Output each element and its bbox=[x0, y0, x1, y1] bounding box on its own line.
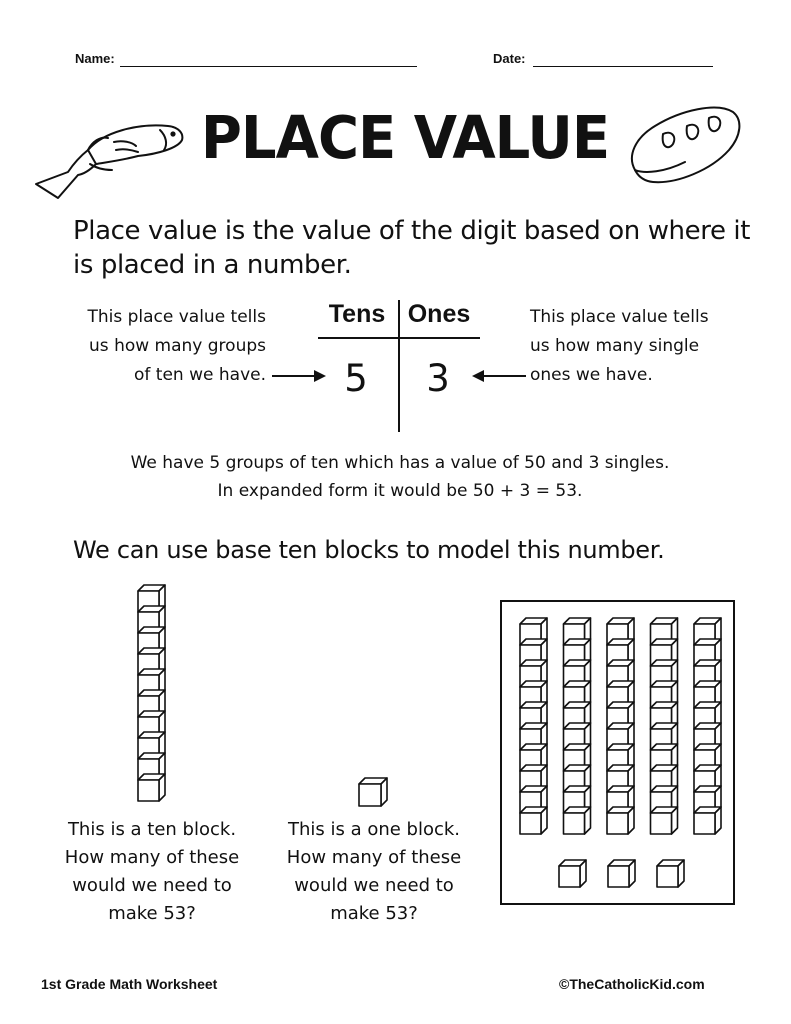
model-single-cube bbox=[608, 860, 635, 887]
tens-header bbox=[319, 300, 395, 329]
one-block-illustration bbox=[355, 775, 391, 807]
tens-header-label: Tens bbox=[328, 300, 386, 328]
intro-line: is placed in a number. bbox=[73, 250, 352, 280]
arrow-right-icon bbox=[272, 368, 328, 384]
tens-digit: 5 bbox=[344, 357, 368, 400]
model-ten-rod bbox=[651, 618, 678, 834]
rod-cube bbox=[520, 807, 547, 834]
page-title: PLACE VALUE bbox=[200, 104, 610, 173]
explanation bbox=[70, 449, 730, 505]
caption-line: would we need to bbox=[294, 875, 454, 896]
caption-line: This is a ten block. bbox=[67, 819, 237, 840]
ones-header-label: Ones bbox=[407, 300, 471, 328]
name-label: Name: bbox=[75, 51, 115, 66]
caption-line: How many of these bbox=[64, 847, 240, 868]
fish-icon bbox=[28, 120, 188, 210]
tens-note bbox=[60, 303, 266, 390]
note-line: us how many single bbox=[530, 336, 700, 356]
explanation-line: We have 5 groups of ten which has a value of 50 and 3 singles. bbox=[130, 453, 670, 473]
caption-line: make 53? bbox=[108, 903, 196, 924]
date-label: Date: bbox=[493, 51, 526, 66]
caption-line: would we need to bbox=[72, 875, 232, 896]
single-cube bbox=[359, 778, 387, 806]
footer-right: ©TheCatholicKid.com bbox=[559, 976, 705, 992]
caption-line: This is a one block. bbox=[287, 819, 461, 840]
model-ten-rod bbox=[607, 618, 634, 834]
footer-left: 1st Grade Math Worksheet bbox=[41, 976, 218, 992]
arrow-left-icon bbox=[470, 368, 526, 384]
model-ten-rod bbox=[520, 618, 547, 834]
bread-icon bbox=[625, 104, 745, 186]
rod-cube bbox=[651, 807, 678, 834]
rod-cube bbox=[607, 807, 634, 834]
note-line: of ten we have. bbox=[134, 365, 266, 385]
intro-line: Place value is the value of the digit based on where it bbox=[73, 216, 751, 246]
model-ten-rod bbox=[564, 618, 591, 834]
note-line: ones we have. bbox=[530, 365, 653, 385]
rod-cube bbox=[694, 807, 721, 834]
ten-rod bbox=[138, 585, 165, 801]
name-field[interactable] bbox=[120, 66, 417, 67]
ten-block-illustration bbox=[130, 583, 176, 805]
model-single-cube bbox=[559, 860, 586, 887]
note-line: us how many groups bbox=[89, 336, 266, 356]
ones-header bbox=[400, 300, 478, 329]
ones-note bbox=[530, 303, 750, 390]
one-block-caption bbox=[272, 816, 476, 928]
model-box bbox=[500, 600, 735, 905]
rod-cube bbox=[138, 774, 165, 801]
model-heading: We can use base ten blocks to model this number. bbox=[73, 536, 665, 564]
model-ten-rod bbox=[694, 618, 721, 834]
ten-block-caption bbox=[52, 816, 252, 928]
rod-cube bbox=[564, 807, 591, 834]
note-line: This place value tells bbox=[87, 307, 266, 327]
model-53-illustration bbox=[502, 602, 733, 903]
caption-line: How many of these bbox=[286, 847, 462, 868]
date-field[interactable] bbox=[533, 66, 713, 67]
intro-text bbox=[73, 214, 763, 282]
note-line: This place value tells bbox=[530, 307, 709, 327]
chart-vertical-rule bbox=[398, 300, 400, 432]
explanation-line: In expanded form it would be 50 + 3 = 53. bbox=[217, 481, 583, 501]
model-single-cube bbox=[657, 860, 684, 887]
ones-digit: 3 bbox=[426, 357, 450, 400]
caption-line: make 53? bbox=[330, 903, 418, 924]
